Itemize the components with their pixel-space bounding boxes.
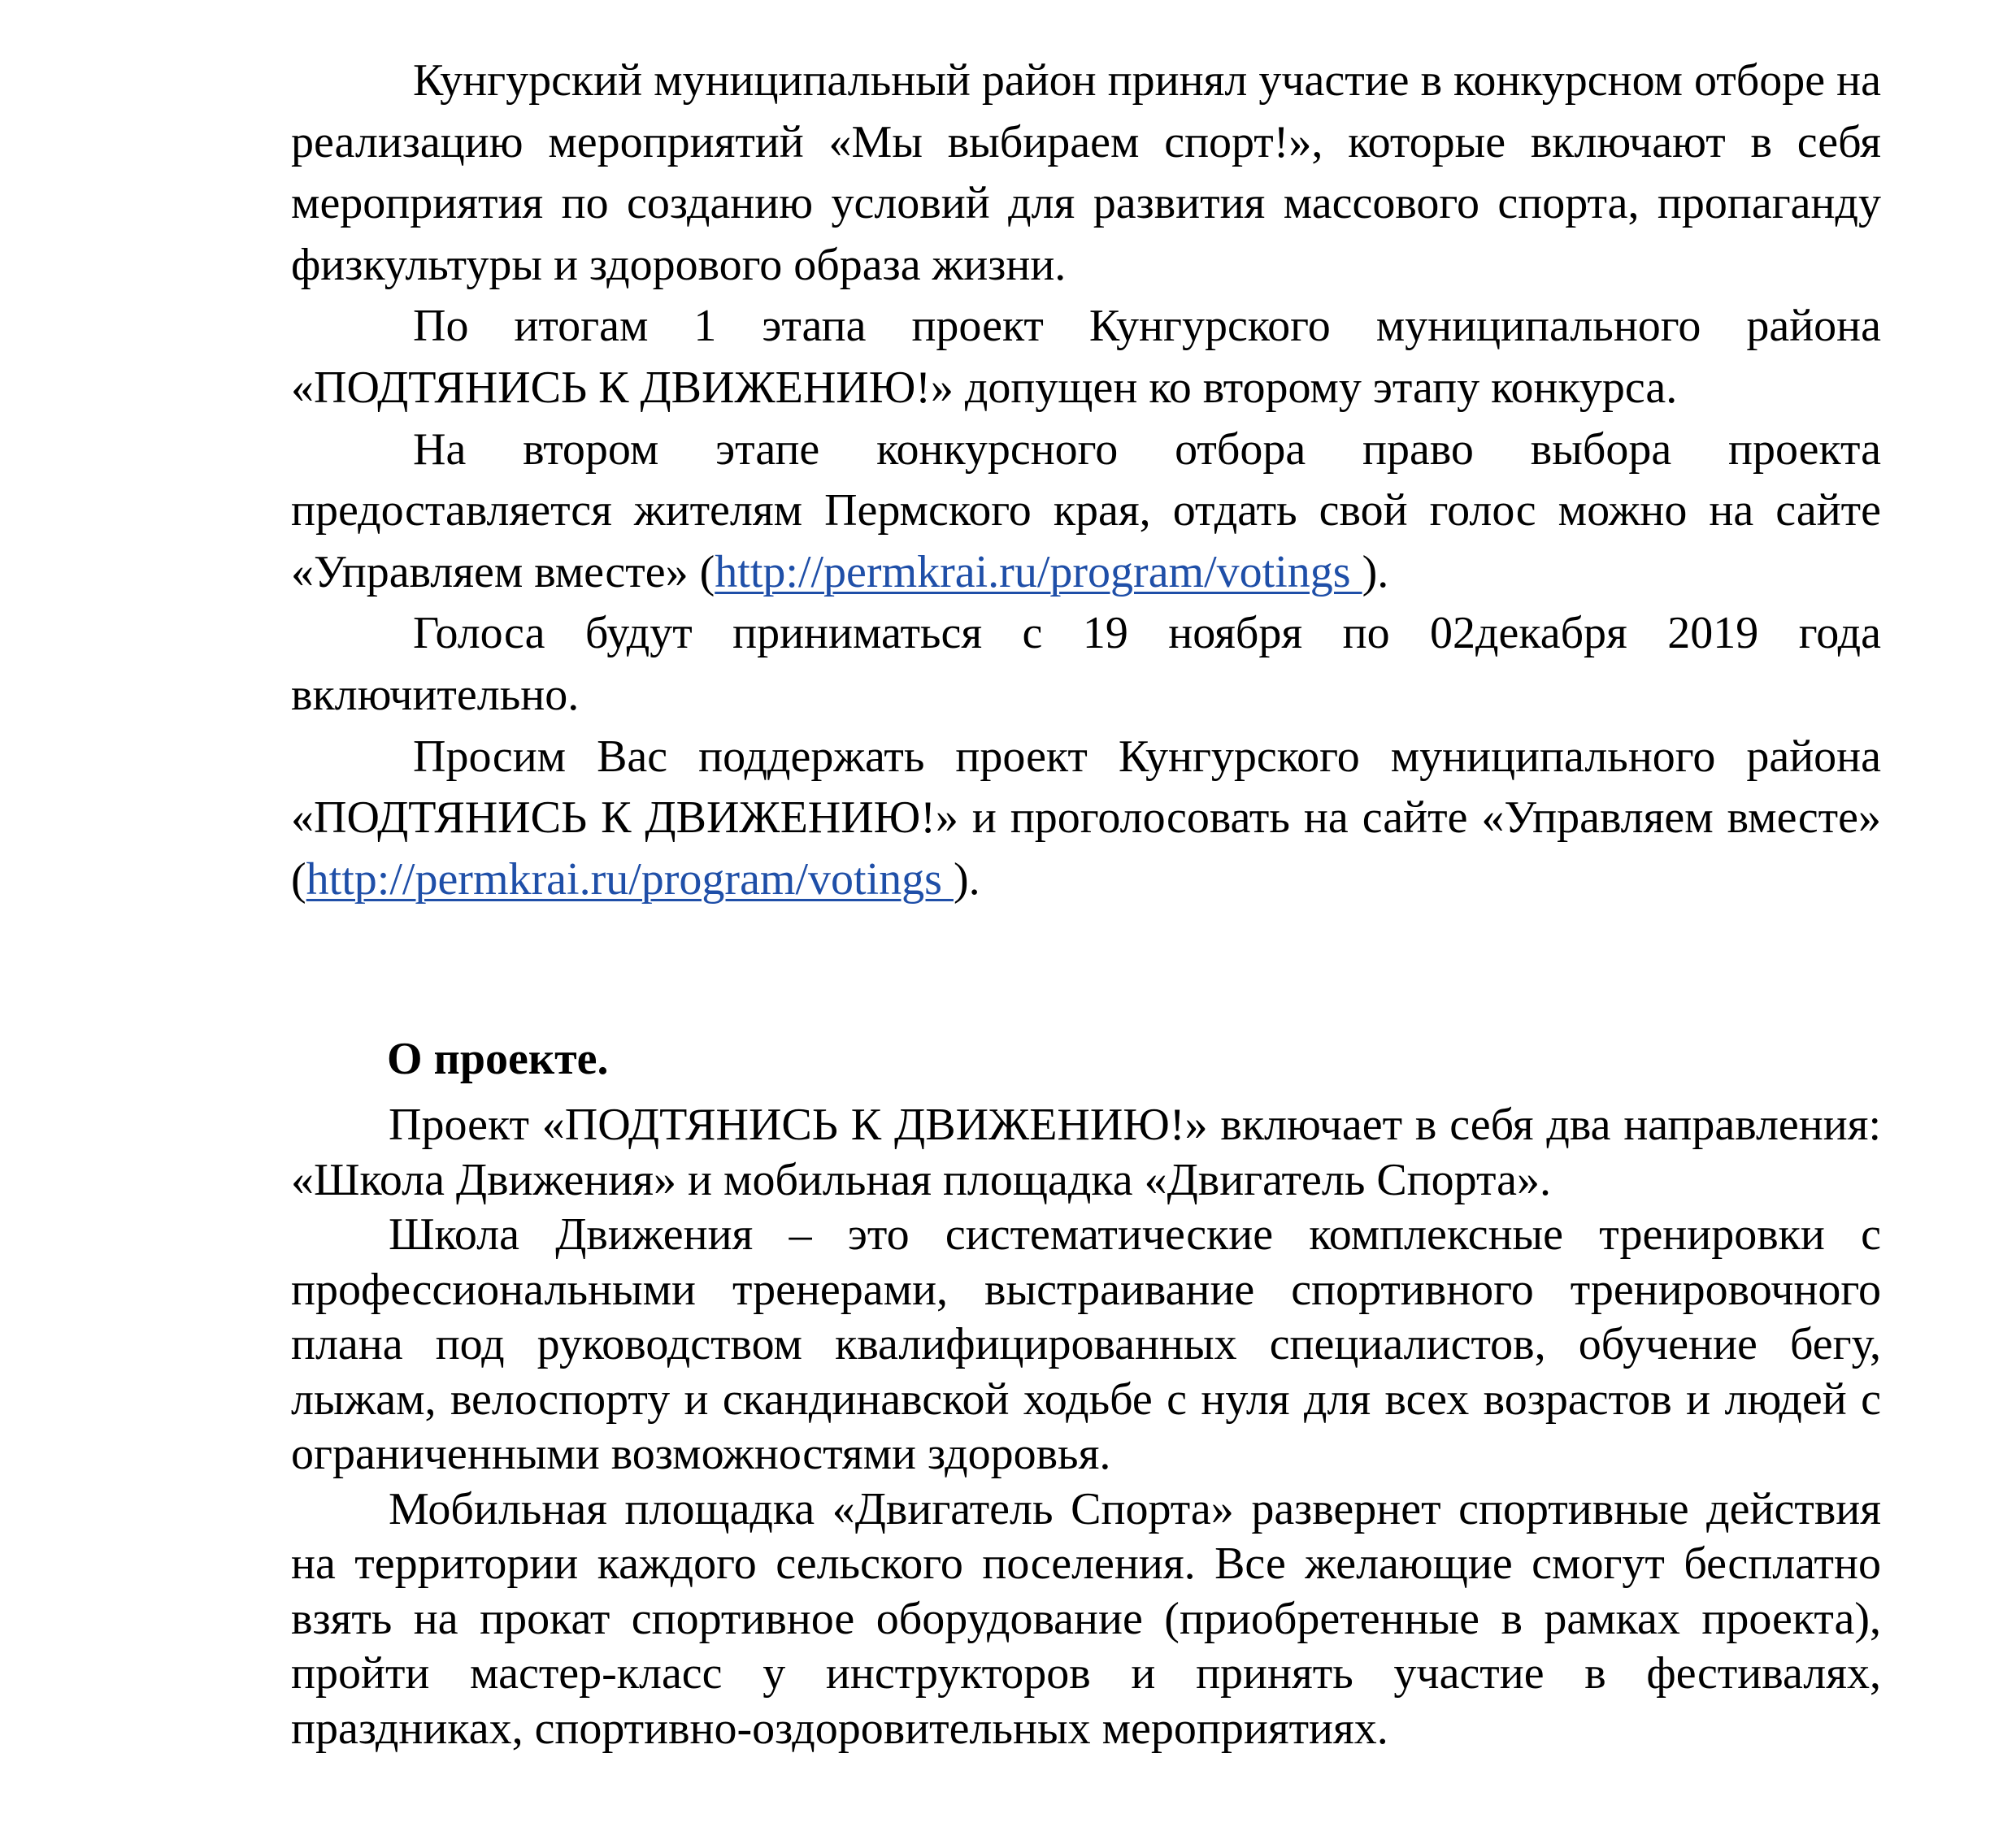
paragraph-contest: Кунгурский муниципальный район принял участие в конкурсном отборе на реализацию мероприятий «Мы выбираем спорт!», которые включают в себя мероприятия по созданию условий для развития массового спорта, пропаганду физкультуры и здорового образа жизни. — [291, 55, 1881, 290]
support-request-closing: ). — [953, 853, 980, 905]
paragraph-project-directions: Проект «ПОДТЯНИСЬ К ДВИЖЕНИЮ!» включает в себя два направления: «Школа Движения» и мобильная площадка «Двигатель Спорта». — [291, 1100, 1881, 1205]
document-page — [291, 50, 1881, 1756]
paragraph-support-request — [291, 727, 1881, 911]
votings-link-2[interactable]: http://permkrai.ru/program/votings — [306, 853, 954, 905]
announcement-section — [291, 50, 1881, 910]
voting-site-closing: ). — [1362, 546, 1389, 597]
paragraph-voting-dates: Голоса будут приниматься с 19 ноября по 02декабря 2019 года включительно. — [291, 608, 1881, 720]
support-request-text: Просим Вас поддержать проект Кунгурского муниципального района «ПОДТЯНИСЬ К ДВИЖЕНИЮ!» и проголосовать на сайте «Управляем вместе» ( — [291, 731, 1881, 905]
about-heading: О проекте. — [387, 1034, 609, 1085]
paragraph-sport-engine: Мобильная площадка «Двигатель Спорта» развернет спортивные действия на территории каждого сельского поселения. Все желающие смогут бесплатно взять на прокат спортивное оборудование (приобретенные в рамках проекта), пройти мастер-класс у инструкторов и принять участие в фестивалях, праздниках, спортивно-оздоровительных мероприятиях. — [291, 1483, 1881, 1754]
about-section — [291, 1029, 1881, 1756]
votings-link[interactable]: http://permkrai.ru/program/votings — [715, 546, 1362, 597]
paragraph-stage-one: По итогам 1 этапа проект Кунгурского муниципального района «ПОДТЯНИСЬ К ДВИЖЕНИЮ!» допущен ко второму этапу конкурса. — [291, 301, 1881, 413]
voting-site-text: На втором этапе конкурсного отбора право выбора проекта предоставляется жителям Пермского края, отдать свой голос можно на сайте «Управляем вместе» ( — [291, 423, 1881, 597]
paragraph-movement-school: Школа Движения – это систематические комплексные тренировки с профессиональными тренерами, выстраивание спортивного тренировочного плана под руководством квалифицированных специалистов, обучение бегу, лыжам, велоспорту и скандинавской ходьбе с нуля для всех возрастов и людей с ограниченными возможностями здоровья. — [291, 1209, 1881, 1480]
paragraph-voting-site — [291, 419, 1881, 604]
